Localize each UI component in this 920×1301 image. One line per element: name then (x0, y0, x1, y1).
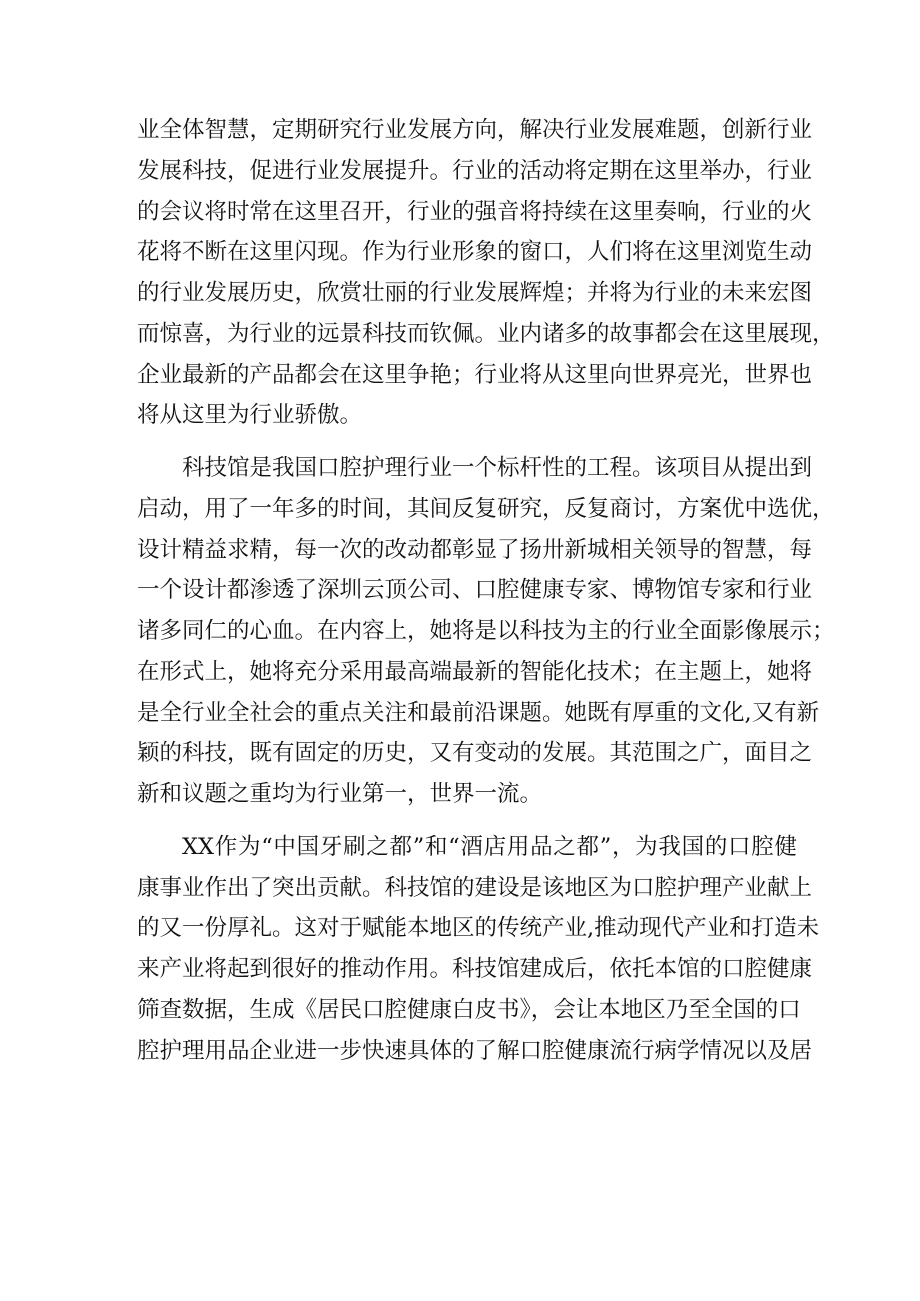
text-line: 将从这里为行业骄傲。 (137, 402, 363, 429)
text-line: 一个设计都渗透了深圳云顶公司、口腔健康专家、博物馆专家和行业 (137, 577, 813, 604)
text-line: XX作为“中国牙刷之都”和“酒店用品之都”，为我国的口腔健 (182, 833, 797, 860)
text-line: 是全行业全社会的重点关注和最前沿课题。她既有厚重的文化,又有新 (137, 699, 820, 726)
text-line: 花将不断在这里闪现。作为行业形象的窗口，人们将在这里浏览生动 (137, 239, 813, 266)
text-line: 设计精益求精，每一次的改动都彰显了扬卅新城相关领导的智慧，每 (137, 536, 813, 563)
paragraph-3 (137, 827, 820, 1072)
text-line: 发展科技，促进行业发展提升。行业的活动将定期在这里举办，行业 (137, 157, 813, 184)
text-line: 业全体智慧，定期研究行业发展方向，解决行业发展难题，创新行业 (137, 117, 813, 143)
text-line: 而惊喜，为行业的远景科技而钦佩。业内诸多的故事都会在这里展现， (137, 320, 835, 347)
text-line: 康事业作出了突出贡献。科技馆的建设是该地区为口腔护理产业献上 (137, 874, 813, 901)
text-line: 启动，用了一年多的时间，其间反复研究，反复商讨，方案优中选优， (137, 495, 835, 522)
text-line: 在形式上，她将充分采用最高端最新的智能化技术；在主题上，她将 (137, 658, 813, 685)
paragraph-1 (137, 110, 835, 436)
paragraph-2 (137, 448, 835, 815)
text-line: 科技馆是我国口腔护理行业一个标杆性的工程。该项目从提出到 (182, 455, 813, 481)
text-line: 颖的科技，既有固定的历史，又有变动的发展。其范围之广，面目之 (137, 740, 813, 767)
text-line: 诸多同仁的心血。在内容上，她将是以科技为主的行业全面影像展示； (137, 618, 835, 644)
text-line: 来产业将起到很好的推动作用。科技馆建成后，依托本馆的口腔健康 (137, 956, 813, 982)
text-line: 新和议题之重均为行业第一，世界一流。 (137, 781, 543, 807)
text-line: 企业最新的产品都会在这里争艳；行业将从这里向世界亮光，世界也 (137, 361, 813, 388)
text-line: 的行业发展历史，欣赏壮丽的行业发展辉煌；并将为行业的未来宏图 (137, 280, 813, 306)
text-line: 筛查数据，生成《居民口腔健康白皮书》，会让本地区乃至全国的口 (137, 996, 801, 1023)
body-text (137, 110, 835, 1071)
text-line: 腔护理用品企业进一步快速具体的了解口腔健康流行病学情况以及居 (137, 1037, 813, 1064)
text-line: 的又一份厚礼。这对于赋能本地区的传统产业,推动现代产业和打造未 (137, 915, 820, 942)
text-line: 的会议将时常在这里召开，行业的强音将持续在这里奏响，行业的火 (137, 198, 813, 225)
